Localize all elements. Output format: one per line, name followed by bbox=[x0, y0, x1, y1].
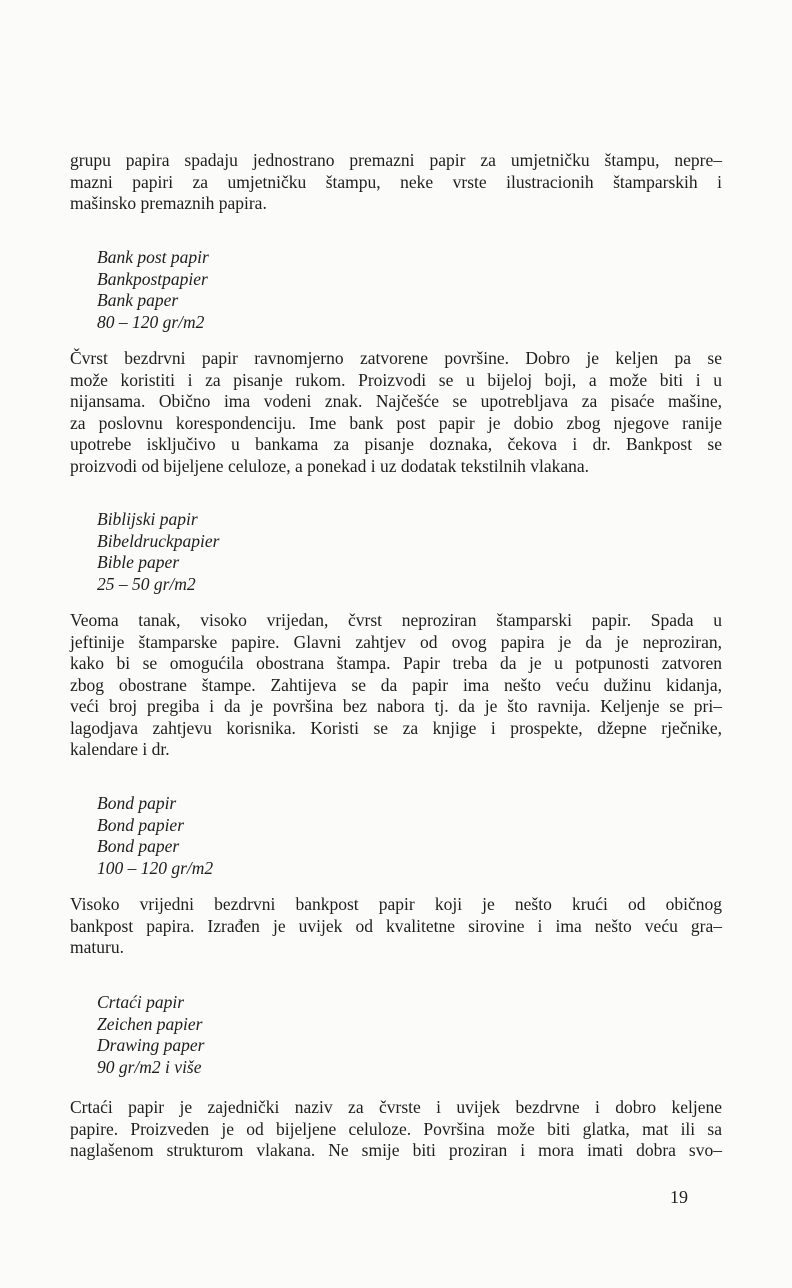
term-english: Bank paper bbox=[97, 290, 179, 310]
term-english: Bond paper bbox=[97, 836, 180, 856]
term-grammage: 90 gr/m2 i više bbox=[97, 1056, 202, 1077]
text-line: Čvrst bezdrvni papir ravnomjerno zatvorene površine. Dobro je keljen pa se bbox=[70, 348, 722, 368]
text-line: za poslovnu korespondenciju. Ime bank post papir je dobio zbog njegove ranije bbox=[70, 412, 722, 433]
text-line: mazni papiri za umjetničku štampu, neke vrste ilustracionih štamparskih i bbox=[70, 171, 722, 192]
text-line: papire. Proizveden je od bijeljene celuloze. Površina može biti glatka, mat ili sa bbox=[70, 1118, 722, 1139]
entry-heading-crtaci bbox=[97, 992, 497, 1078]
term-grammage: 100 – 120 gr/m2 bbox=[97, 857, 214, 878]
entry-paragraph-bank-post bbox=[70, 348, 722, 477]
entry-paragraph-bond bbox=[70, 894, 722, 959]
text-line: jeftinije štamparske papire. Glavni zahtjev od ovog papira je da je neproziran, bbox=[70, 631, 722, 652]
text-line: grupu papira spadaju jednostrano premazni papir za umjetničku štampu, nepre– bbox=[70, 150, 722, 170]
page-number: 19 bbox=[670, 1187, 688, 1207]
text-line: Veoma tanak, visoko vrijedan, čvrst neproziran štamparski papir. Spada u bbox=[70, 610, 722, 630]
entry-paragraph-crtaci bbox=[70, 1097, 722, 1162]
text-line: maturu. bbox=[70, 937, 124, 957]
text-line: bankpost papira. Izrađen je uvijek od kvalitetne sirovine i ima nešto veću gra– bbox=[70, 915, 722, 936]
text-line: kalendare i dr. bbox=[70, 739, 170, 759]
term-grammage: 80 – 120 gr/m2 bbox=[97, 311, 205, 332]
entry-heading-biblijski bbox=[97, 509, 497, 595]
text-line: mašinsko premaznih papira. bbox=[70, 193, 267, 213]
term-german: Bond papier bbox=[97, 814, 185, 835]
term-grammage: 25 – 50 gr/m2 bbox=[97, 573, 196, 594]
term-german: Bibeldruckpapier bbox=[97, 530, 220, 551]
text-line: zbog obostrane štampe. Zahtijeva se da papir ima nešto veću dužinu kidanja, bbox=[70, 674, 722, 695]
entry-heading-bond bbox=[97, 793, 497, 879]
text-line: veći broj pregiba i da je površina bez nabora tj. da je što ravnija. Keljenje se pri– bbox=[70, 696, 722, 716]
text-line: može koristiti i za pisanje rukom. Proizvodi se u bijeloj boji, a može biti i u bbox=[70, 369, 722, 390]
intro-paragraph bbox=[70, 150, 722, 215]
text-line: lagodjava zahtjevu korisnika. Koristi se za knjige i prospekte, džepne rječnike, bbox=[70, 717, 722, 738]
text-line: nijansama. Obično ima vodeni znak. Najčešće se upotrebljava za pisaće mašine, bbox=[70, 391, 722, 411]
text-line: Visoko vrijedni bezdrvni bankpost papir koji je nešto krući od običnog bbox=[70, 894, 722, 914]
term-german: Zeichen papier bbox=[97, 1013, 203, 1034]
term-bosnian: Crtaći papir bbox=[97, 992, 185, 1012]
term-english: Drawing paper bbox=[97, 1035, 205, 1055]
term-english: Bible paper bbox=[97, 552, 180, 572]
term-bosnian: Bond papir bbox=[97, 793, 177, 813]
term-german: Bankpostpapier bbox=[97, 268, 208, 289]
term-bosnian: Biblijski papir bbox=[97, 509, 198, 529]
text-line: naglašenom strukturom vlakana. Ne smije biti proziran i mora imati dobra svo– bbox=[70, 1140, 722, 1160]
text-line: kako bi se omogućila obostrana štampa. Papir treba da je u potpunosti zatvoren bbox=[70, 653, 722, 673]
text-line: Crtaći papir je zajednički naziv za čvrste i uvijek bezdrvne i dobro keljene bbox=[70, 1097, 722, 1117]
text-line: proizvodi od bijeljene celuloze, a ponekad i uz dodatak tekstilnih vlakana. bbox=[70, 455, 589, 476]
text-line: upotrebe isključivo u bankama za pisanje doznaka, čekova i dr. Bankpost se bbox=[70, 434, 722, 454]
entry-paragraph-biblijski bbox=[70, 610, 722, 761]
entry-heading-bank-post bbox=[97, 247, 497, 333]
term-bosnian: Bank post papir bbox=[97, 247, 209, 267]
